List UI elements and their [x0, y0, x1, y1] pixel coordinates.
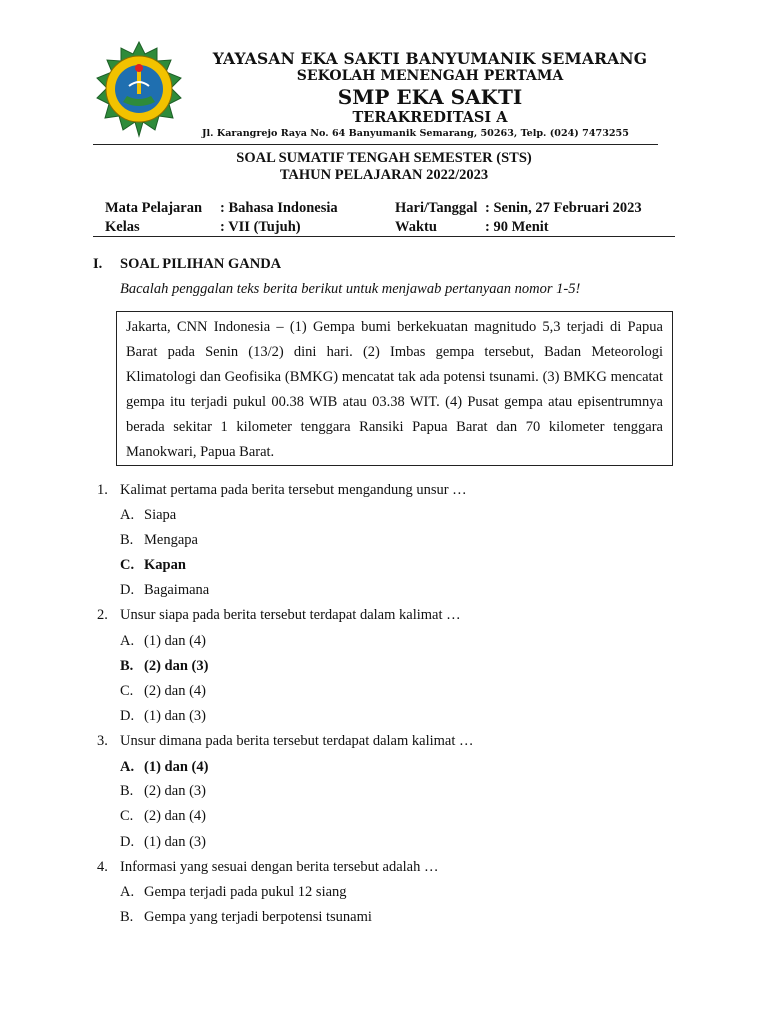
news-text: Jakarta, CNN Indonesia – (1) Gempa bumi berkekuatan magnitudo 5,3 terjadi di Papua Barat pada Senin (13/2) dini hari. (2) Imbas gempa tersebut, Badan Meteorologi Klimatologi dan Geofisika (BMKG) mencatat tak ada potensi tsunami. (3) BMKG mencatat gempa itu terjadi pukul 00.38 WIB atau 03.38 WIT. (4) Pusat gempa atau episentrumnya berada sekitar 1 kilometer tenggara Ransiki Papua Barat dan 70 kilometer tenggara Manokwari, Papua Barat. — [126, 319, 663, 460]
school-level: SEKOLAH MENENGAH PERTAMA — [296, 68, 564, 84]
date-value: : Senin, 27 Februari 2023 — [485, 200, 642, 216]
class-value: : VII (Tujuh) — [220, 219, 301, 235]
header-divider — [93, 144, 658, 145]
subject-label: Mata Pelajaran — [105, 200, 203, 216]
option-text: Gempa terjadi pada pukul 12 siang — [144, 884, 347, 900]
exam-title: SOAL SUMATIF TENGAH SEMESTER (STS) — [236, 150, 532, 166]
section-title: SOAL PILIHAN GANDA — [120, 256, 282, 272]
section-instruction: Bacalah penggalan teks berita berikut untuk menjawab pertanyaan nomor 1-5! — [120, 281, 581, 297]
option-letter: D. — [120, 834, 135, 850]
time-value: : 90 Menit — [485, 219, 549, 235]
question-text: Kalimat pertama pada berita tersebut mengandung unsur … — [120, 482, 467, 498]
question-number: 4. — [97, 859, 108, 875]
time-label: Waktu — [395, 219, 437, 235]
option-letter-answer: C. — [120, 557, 135, 573]
option-text-answer: (1) dan (4) — [144, 759, 209, 775]
option-text: (1) dan (3) — [144, 834, 207, 850]
option-letter: B. — [120, 783, 134, 799]
question-number: 2. — [97, 607, 108, 623]
option-text: Bagaimana — [144, 582, 210, 598]
option-text: Gempa yang terjadi berpotensi tsunami — [144, 909, 372, 925]
question-number: 3. — [97, 733, 108, 749]
class-label: Kelas — [105, 219, 140, 235]
news-text-box — [116, 311, 673, 466]
option-letter: A. — [120, 633, 135, 649]
option-letter: A. — [120, 507, 135, 523]
date-label: Hari/Tanggal — [395, 200, 478, 216]
school-address: Jl. Karangrejo Raya No. 64 Banyumanik Semarang, 50263, Telp. (024) 7473255 — [202, 128, 629, 139]
info-divider — [93, 236, 675, 237]
option-letter: B. — [120, 909, 134, 925]
question-text: Unsur siapa pada berita tersebut terdapat dalam kalimat … — [120, 607, 461, 623]
question-text: Informasi yang sesuai dengan berita tersebut adalah … — [120, 859, 439, 875]
option-letter: C. — [120, 683, 134, 699]
option-letter: B. — [120, 532, 134, 548]
foundation-name: YAYASAN EKA SAKTI BANYUMANIK SEMARANG — [212, 49, 648, 68]
accreditation: TERAKREDITASI A — [352, 109, 508, 126]
option-text: (1) dan (3) — [144, 708, 207, 724]
school-name: SMP EKA SAKTI — [337, 85, 523, 109]
subject-value: : Bahasa Indonesia — [220, 200, 338, 216]
option-letter: D. — [120, 582, 135, 598]
option-letter-answer: B. — [120, 658, 134, 674]
option-text: (2) dan (4) — [144, 683, 207, 699]
option-letter-answer: A. — [120, 759, 135, 775]
section-number: I. — [93, 256, 103, 272]
option-letter: A. — [120, 884, 135, 900]
option-text: Siapa — [144, 507, 177, 523]
option-text-answer: Kapan — [144, 557, 186, 573]
option-text: Mengapa — [144, 532, 198, 548]
academic-year: TAHUN PELAJARAN 2022/2023 — [279, 167, 489, 183]
question-number: 1. — [97, 482, 108, 498]
option-text: (1) dan (4) — [144, 633, 207, 649]
question-text: Unsur dimana pada berita tersebut terdapat dalam kalimat … — [120, 733, 474, 749]
option-text: (2) dan (3) — [144, 783, 207, 799]
option-text: (2) dan (4) — [144, 808, 207, 824]
school-logo — [93, 40, 185, 140]
option-letter: D. — [120, 708, 135, 724]
option-text-answer: (2) dan (3) — [144, 658, 209, 674]
option-letter: C. — [120, 808, 134, 824]
